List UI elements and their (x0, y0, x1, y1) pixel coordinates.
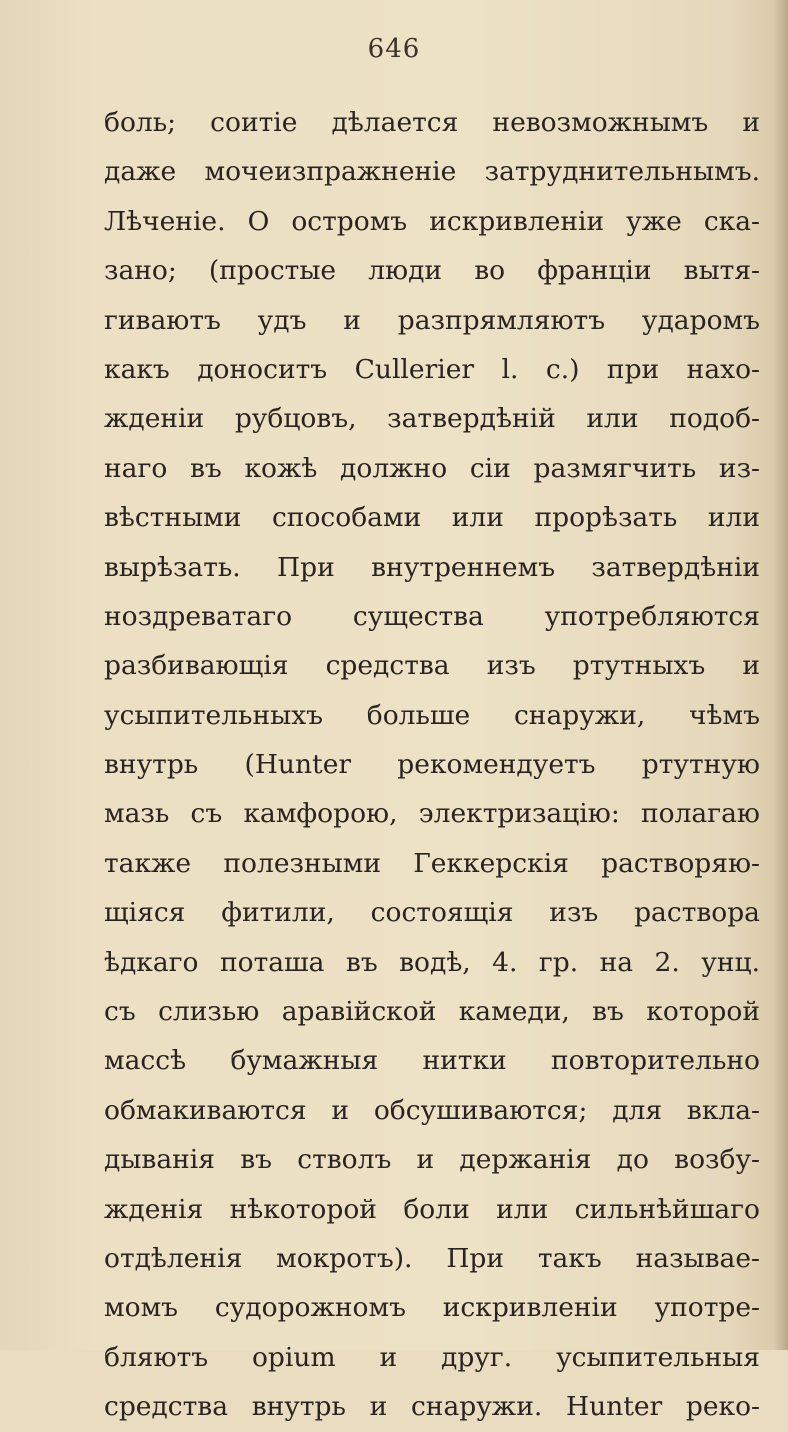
text-line: мазь съ камфорою, электризацію: полагаю (104, 798, 760, 830)
text-line: щіяся фитили, состоящія изъ раствора (104, 897, 760, 929)
text-line: массѣ бумажныя нитки повторительно (104, 1045, 760, 1077)
text-line: боль; соитіе дѣлается невозможнымъ и (104, 107, 760, 138)
text-line: также полезными Геккерскія растворяю- (104, 847, 760, 879)
text-line: гиваютъ удъ и разпрямляютъ ударомъ (104, 304, 760, 336)
text-line: разбивающія средства изъ ртутныхъ и (104, 650, 760, 682)
text-line: вырѣзать. При внутреннемъ затвердѣніи (104, 551, 760, 583)
text-line: внутрь (Hunter рекомендуетъ ртутную (104, 749, 760, 781)
text-line: обмакиваются и обсушиваются; для вкла- (104, 1094, 760, 1126)
text-line: даже мочеизпражненіе затруднительнымъ. (104, 156, 760, 188)
text-line: вѣстными способами или прорѣзать или (104, 502, 760, 534)
text-line: съ слизью аравійской камеди, въ которой (104, 996, 760, 1028)
body-text (104, 98, 760, 1432)
text-line: ноздреватаго существа употребляются (104, 600, 760, 632)
page-number: 646 (367, 34, 421, 64)
text-line: момъ судорожномъ искривленіи употре- (104, 1292, 760, 1324)
text-line: дыванія въ стволъ и держанія до возбу- (104, 1144, 760, 1176)
text-line: наго въ кожѣ должно сіи размягчить из- (104, 452, 760, 484)
text-line: жденія нѣкоторой боли или сильнѣйшаго (104, 1193, 760, 1225)
text-line: усыпительныхъ больше снаружи, чѣмъ (104, 699, 760, 731)
text-line: отдѣленія мокротъ). При такъ называе- (104, 1242, 760, 1274)
text-line: жденіи рубцовъ, затвердѣній или подоб- (104, 403, 760, 435)
text-line: зано; (простые люди во франціи вытя- (104, 255, 760, 287)
text-line: какъ доноситъ Cullerier l. c.) при нахо- (104, 353, 760, 385)
text-line: бляютъ opium и друг. усыпительныя (104, 1341, 760, 1373)
text-line: Лѣченіе. О остромъ искривленіи уже ска- (104, 205, 760, 237)
text-line: средства внутрь и снаружи. Hunter реко- (104, 1391, 760, 1423)
text-line: ѣдкаго поташа въ водѣ, 4. гр. на 2. унц. (104, 946, 760, 978)
page-edge-shadow (774, 0, 788, 1350)
